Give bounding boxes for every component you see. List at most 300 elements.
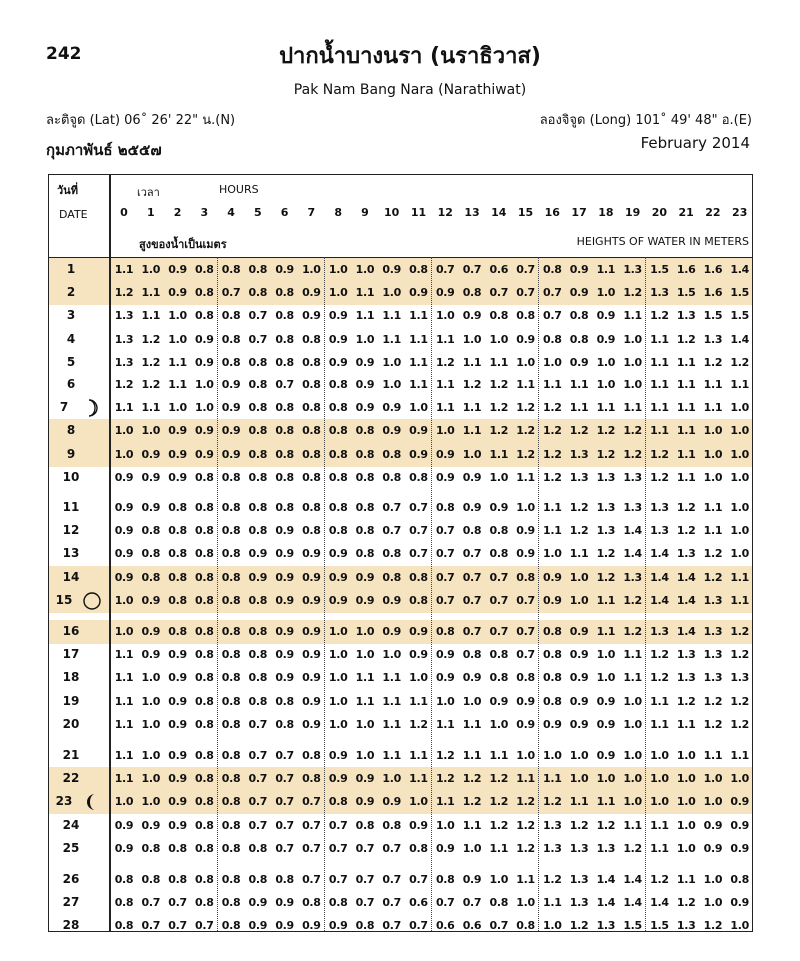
height-value: 1.1 [623,309,642,323]
latitude-label: ละติจูด (Lat) 06˚ 26' 22" น.(N) [46,113,236,128]
height-value: 1.0 [569,593,589,607]
height-value: 1.1 [114,648,134,662]
height-value: 1.2 [623,841,642,855]
height-value: 0.8 [543,625,562,638]
height-value: 0.9 [168,424,187,438]
height-value: 0.7 [409,524,428,538]
height-value: 1.1 [435,378,455,391]
height-value: 1.5 [703,309,723,323]
height-value: 0.9 [114,818,134,832]
height-value: 0.9 [516,694,535,708]
height-value: 0.9 [114,524,134,538]
height-value: 1.0 [596,355,616,369]
height-value: 1.0 [382,648,401,662]
height-value: 0.9 [409,447,428,461]
height-value: 1.2 [462,772,482,786]
height-value: 0.8 [302,424,321,438]
height-value: 1.3 [650,286,669,300]
table-row [49,282,752,304]
height-value: 0.9 [328,355,348,369]
height-value: 0.9 [489,694,509,708]
height-value: 1.5 [623,919,642,933]
height-value: 1.1 [435,795,455,809]
height-value: 1.0 [596,378,616,391]
table-row [49,745,752,767]
height-value: 0.8 [355,547,375,561]
height-value: 1.4 [650,593,669,607]
height-value: 1.0 [676,795,696,809]
height-value: 0.9 [543,593,562,607]
height-value: 1.1 [569,401,589,415]
height-value: 0.7 [355,873,375,886]
height-value: 1.1 [409,309,428,323]
height-value: 0.8 [543,671,562,685]
height-value: 0.9 [355,401,375,415]
height-value: 0.9 [275,896,294,910]
height-value: 0.7 [248,772,268,786]
height-value: 1.5 [650,263,669,276]
height-value: 1.0 [462,447,482,461]
height-value: 0.8 [328,896,348,910]
height-value: 1.2 [489,424,509,438]
table-row [49,397,752,419]
height-value: 0.8 [302,378,321,391]
height-value: 1.1 [516,772,535,786]
height-value: 0.8 [302,355,321,369]
height-value: 0.9 [302,648,321,662]
height-value: 0.8 [569,332,589,346]
height-value: 1.0 [195,401,214,415]
height-value: 0.9 [114,570,134,584]
height-value: 1.2 [703,717,723,731]
height-value: 0.8 [569,309,589,323]
height-value: 1.1 [489,749,509,762]
height-value: 0.8 [275,286,294,300]
height-value: 0.8 [248,694,268,708]
height-value: 0.9 [730,818,749,832]
height-value: 1.0 [355,263,375,276]
height-value: 0.9 [409,424,428,438]
height-value: 0.9 [328,749,348,762]
height-value: 1.1 [114,401,134,415]
day-number: 24 [62,817,80,832]
header-divider [49,257,752,258]
height-value: 0.9 [168,447,187,461]
height-value: 1.1 [462,355,482,369]
height-value: 1.0 [355,717,375,731]
height-value: 0.8 [195,749,214,762]
height-value: 0.8 [355,501,375,514]
height-value: 1.1 [141,401,161,415]
height-value: 1.2 [703,919,723,933]
height-value: 0.9 [221,378,241,391]
height-value: 0.8 [195,547,214,561]
hour-label: 17 [571,206,587,219]
height-value: 0.7 [248,309,268,323]
height-value: 1.0 [703,424,723,438]
height-value: 1.6 [703,286,723,300]
height-value: 1.1 [435,332,455,346]
height-value: 1.5 [730,309,749,323]
height-value: 1.0 [543,919,562,933]
height-value: 1.4 [623,873,642,886]
height-value: 0.8 [382,470,401,484]
height-value: 0.8 [248,841,268,855]
height-value: 0.9 [302,919,321,933]
height-value: 0.8 [221,896,241,910]
height-value: 1.2 [596,547,616,561]
height-value: 1.2 [730,717,749,731]
height-value: 1.0 [543,547,562,561]
height-value: 0.9 [703,818,723,832]
height-value: 1.4 [730,263,749,276]
height-value: 0.7 [409,547,428,561]
table-row [49,543,752,565]
height-value: 0.7 [462,547,482,561]
height-value: 1.0 [328,648,348,662]
height-value: 0.8 [543,263,562,276]
height-value: 0.8 [302,749,321,762]
height-value: 0.7 [489,625,509,638]
height-value: 1.2 [435,749,455,762]
height-value: 0.9 [328,547,348,561]
height-value: 0.9 [168,286,187,300]
day-number: 7 [59,400,69,415]
height-value: 1.4 [596,873,616,886]
day-number: 25 [62,840,80,855]
height-value: 0.8 [462,524,482,538]
height-value: 0.8 [195,873,214,886]
height-value: 1.2 [462,378,482,391]
height-value: 0.8 [302,524,321,538]
day-number: 4 [66,331,76,346]
hour-label: 9 [361,206,369,219]
height-value: 0.8 [141,570,161,584]
height-value: 0.8 [302,501,321,514]
height-value: 0.8 [221,717,241,731]
station-title-thai: ปากน้ำบางนรา (นราธิวาส) [279,44,541,69]
height-value: 0.8 [435,625,455,638]
height-value: 1.2 [435,355,455,369]
height-value: 0.8 [435,873,455,886]
height-value: 1.1 [650,818,669,832]
height-value: 1.3 [650,524,669,538]
height-value: 1.0 [435,694,455,708]
height-value: 0.9 [275,547,294,561]
last-quarter-moon-icon [81,792,103,812]
height-value: 1.1 [409,772,428,786]
height-value: 1.0 [328,671,348,685]
height-value: 0.8 [248,286,268,300]
height-value: 1.1 [650,378,669,391]
day-number: 28 [62,918,80,933]
height-value: 1.2 [596,424,616,438]
height-value: 1.0 [516,355,535,369]
height-value: 0.9 [302,309,321,323]
height-value: 1.3 [543,818,562,832]
height-value: 1.0 [355,625,375,638]
height-value: 0.8 [248,263,268,276]
height-value: 0.9 [302,717,321,731]
height-value: 1.2 [489,795,509,809]
hours-header: HOURS [219,183,259,196]
height-value: 1.1 [703,378,723,391]
height-value: 0.8 [168,524,187,538]
height-value: 0.9 [435,447,455,461]
height-value: 0.8 [168,547,187,561]
table-row [49,791,752,813]
height-value: 1.3 [569,896,589,910]
height-value: 1.1 [355,694,375,708]
height-value: 1.0 [650,795,669,809]
height-value: 0.9 [382,424,401,438]
height-value: 0.8 [195,263,214,276]
day-number: 22 [62,771,80,786]
height-value: 0.7 [248,818,268,832]
height-value: 0.9 [569,694,589,708]
height-value: 1.1 [596,625,616,638]
height-value: 1.2 [516,447,535,461]
height-value: 1.1 [543,524,562,538]
height-value: 1.0 [730,401,749,415]
height-value: 1.2 [623,625,642,638]
height-value: 0.7 [275,841,294,855]
height-value: 1.0 [676,749,696,762]
height-value: 0.8 [489,524,509,538]
height-value: 0.8 [221,332,241,346]
height-value: 1.0 [141,795,161,809]
height-value: 0.8 [409,263,428,276]
height-value: 1.2 [141,332,161,346]
hour-label: 16 [544,206,560,219]
day-number: 18 [62,670,80,685]
height-value: 0.8 [275,401,294,415]
height-value: 0.6 [489,263,509,276]
height-value: 1.1 [703,749,723,762]
height-value: 0.9 [328,772,348,786]
height-value: 1.1 [650,355,669,369]
height-value: 0.8 [221,625,241,638]
height-value: 1.1 [676,401,696,415]
height-value: 1.6 [676,263,696,276]
height-value: 1.2 [435,772,455,786]
height-value: 1.1 [114,772,134,786]
height-value: 0.9 [435,671,455,685]
height-value: 1.0 [703,447,723,461]
height-value: 0.6 [435,919,455,933]
height-value: 0.9 [409,286,428,300]
day-number: 5 [66,354,76,369]
day-number: 23 [55,794,73,809]
height-value: 1.4 [650,547,669,561]
height-value: 0.7 [462,263,482,276]
height-value: 0.9 [355,772,375,786]
height-value: 0.6 [409,896,428,910]
height-value: 0.7 [435,896,455,910]
height-value: 1.1 [409,378,428,391]
height-value: 1.0 [623,795,642,809]
height-value: 0.8 [195,772,214,786]
height-value: 1.0 [730,547,749,561]
height-value: 0.9 [596,694,616,708]
height-value: 1.3 [114,332,134,346]
table-row [49,374,752,396]
height-value: 1.0 [355,749,375,762]
height-value: 0.9 [516,547,535,561]
height-value: 1.3 [676,648,696,662]
height-value: 1.0 [623,772,642,786]
height-value: 1.0 [435,424,455,438]
height-value: 0.9 [248,570,268,584]
day-number: 1 [66,262,76,276]
height-value: 0.9 [382,795,401,809]
height-value: 1.0 [328,263,348,276]
height-value: 0.9 [275,570,294,584]
height-value: 1.0 [328,286,348,300]
height-value: 0.9 [248,896,268,910]
height-value: 0.8 [195,570,214,584]
height-value: 0.7 [489,919,509,933]
height-value: 0.8 [248,671,268,685]
hour-label: 12 [437,206,453,219]
height-value: 0.9 [168,671,187,685]
hour-label: 15 [517,206,534,219]
height-value: 0.9 [569,625,589,638]
height-value: 0.9 [435,286,455,300]
height-value: 1.1 [650,694,669,708]
height-value: 1.2 [516,841,535,855]
height-value: 1.2 [516,401,535,415]
height-value: 1.1 [409,749,428,762]
height-value: 0.8 [355,524,375,538]
height-value: 0.8 [328,501,348,514]
height-value: 1.3 [623,570,642,584]
height-value: 0.8 [221,671,241,685]
hour-label: 6 [280,206,289,219]
height-value: 0.9 [195,447,214,461]
height-value: 0.9 [302,547,321,561]
height-value: 0.7 [275,749,294,762]
height-value: 0.7 [382,524,401,538]
height-value: 0.9 [569,355,589,369]
height-value: 1.0 [382,286,401,300]
height-value: 0.9 [462,309,482,323]
height-value: 1.3 [623,263,642,276]
height-value: 0.9 [275,524,294,538]
height-value: 0.9 [302,286,321,300]
height-value: 0.7 [516,625,535,638]
height-value: 0.9 [435,648,455,662]
height-value: 0.9 [302,593,321,607]
height-value: 1.0 [489,470,509,484]
height-value: 0.8 [248,648,268,662]
day-number: 17 [62,647,80,662]
height-value: 0.9 [730,841,749,855]
height-value: 1.0 [195,378,214,391]
height-value: 0.8 [195,309,214,323]
height-value: 1.0 [328,717,348,731]
height-value: 0.8 [221,873,241,886]
height-value: 1.0 [676,841,696,855]
height-value: 1.1 [516,378,535,391]
day-number: 6 [66,377,76,391]
height-value: 0.8 [195,524,214,538]
height-value: 1.2 [650,671,669,685]
height-value: 0.7 [435,547,455,561]
height-value: 0.9 [382,263,401,276]
height-value: 0.9 [355,355,375,369]
height-value: 0.8 [221,648,241,662]
height-value: 0.7 [355,841,375,855]
hour-label: 20 [651,206,668,219]
height-value: 0.8 [221,772,241,786]
height-value: 0.8 [248,447,268,461]
height-value: 1.0 [703,470,723,484]
height-value: 0.8 [168,593,187,607]
height-value: 1.2 [650,873,669,886]
day-number: 3 [66,308,76,323]
height-value: 0.9 [168,648,187,662]
height-value: 1.0 [114,795,134,809]
height-value: 1.4 [623,524,642,538]
height-value: 0.9 [141,818,161,832]
height-value: 1.1 [730,749,749,762]
height-value: 1.1 [676,470,696,484]
height-value: 1.2 [650,470,669,484]
height-value: 1.0 [114,424,134,438]
height-value: 0.8 [355,470,375,484]
height-value: 0.7 [516,648,535,662]
height-value: 1.2 [730,355,749,369]
table-row [49,892,752,914]
hour-label: 18 [598,206,614,219]
height-value: 1.2 [516,818,535,832]
height-value: 0.8 [489,547,509,561]
height-value: 0.9 [569,717,589,731]
height-value: 1.0 [435,309,455,323]
height-value: 0.7 [489,286,509,300]
height-value: 0.7 [489,593,509,607]
height-value: 0.8 [248,524,268,538]
hour-label: 7 [307,206,316,219]
page-number: 242 [46,44,82,64]
height-value: 1.1 [543,896,562,910]
height-value: 1.2 [489,378,509,391]
height-value: 0.8 [275,447,294,461]
height-value: 1.2 [676,694,696,708]
table-row [49,467,752,489]
height-value: 0.6 [462,919,482,933]
height-value: 1.0 [141,263,161,276]
date-header-thai: วันที่ [57,184,78,197]
height-value: 1.0 [703,896,723,910]
height-value: 0.9 [328,919,348,933]
height-value: 1.2 [730,625,749,638]
day-number: 16 [62,624,80,638]
height-value: 1.1 [141,309,161,323]
height-value: 1.0 [382,378,401,391]
height-value: 1.0 [623,378,642,391]
height-value: 1.0 [730,524,749,538]
height-value: 0.8 [462,648,482,662]
height-value: 0.8 [409,841,428,855]
height-value: 1.0 [328,694,348,708]
table-row [49,567,752,589]
table-row [49,768,752,790]
hour-label: 23 [732,206,748,219]
table-row [49,305,752,327]
height-value: 0.9 [328,593,348,607]
